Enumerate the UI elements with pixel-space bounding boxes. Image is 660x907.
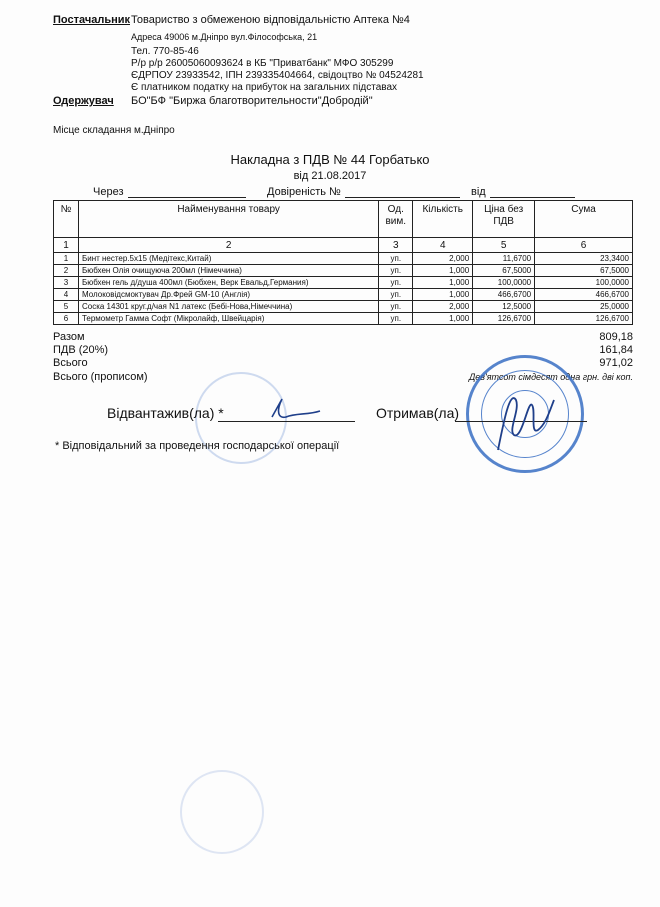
total-in-words: Дев'ятсот сімдесят одна грн. дві коп. — [468, 372, 633, 382]
supplier-phone: Тел. 770-85-46 — [131, 46, 199, 57]
received-by-label: Отримав(ла) — [376, 405, 460, 421]
header-name: Найменування товару — [78, 201, 378, 238]
document-date: від 21.08.2017 — [293, 170, 367, 182]
vat-label: ПДВ (20%) — [53, 344, 109, 356]
row-price: 67,5000 — [473, 265, 535, 277]
via-line — [128, 197, 246, 198]
vat-value: 161,84 — [599, 344, 633, 356]
row-unit: уп. — [379, 313, 413, 325]
row-quantity: 1,000 — [413, 277, 473, 289]
row-sum: 25,0000 — [535, 301, 633, 313]
proxy-line — [345, 197, 460, 198]
header-sum: Сума — [535, 201, 633, 238]
row-unit: уп. — [379, 253, 413, 265]
total-in-words-label: Всього (прописом) — [53, 371, 148, 383]
row-number: 4 — [54, 289, 79, 301]
row-sum: 100,0000 — [535, 277, 633, 289]
table-row — [54, 301, 633, 313]
col-num: 1 — [54, 238, 79, 253]
subtotal-value: 809,18 — [599, 331, 633, 343]
table-row — [54, 253, 633, 265]
row-quantity: 2,000 — [413, 301, 473, 313]
supplier-address: Адреса 49006 м.Дніпро вул.Філософська, 21 — [131, 32, 318, 42]
row-sum: 67,5000 — [535, 265, 633, 277]
table-row — [54, 265, 633, 277]
row-number: 1 — [54, 253, 79, 265]
row-unit: уп. — [379, 301, 413, 313]
row-sum: 23,3400 — [535, 253, 633, 265]
subtotal-label: Разом — [53, 331, 85, 343]
row-product-name: Бюбхен Олія очищуюча 200мл (Німеччина) — [78, 265, 378, 277]
row-price: 126,6700 — [473, 313, 535, 325]
row-number: 6 — [54, 313, 79, 325]
column-number-row — [54, 238, 633, 253]
col-num: 6 — [535, 238, 633, 253]
table-row — [54, 277, 633, 289]
row-unit: уп. — [379, 277, 413, 289]
recipient-label: Одержувач — [53, 95, 114, 107]
supplier-label: Постачальник — [53, 14, 130, 26]
row-price: 12,5000 — [473, 301, 535, 313]
items-table — [53, 200, 633, 325]
footnote: * Відповідальний за проведення господарської операції — [55, 440, 340, 452]
document-title: Накладна з ПДВ № 44 Горбатько — [230, 152, 430, 167]
recipient-signature — [490, 380, 560, 460]
table-row — [54, 289, 633, 301]
table-header-row — [54, 201, 633, 238]
row-quantity: 1,000 — [413, 289, 473, 301]
total-label: Всього — [53, 357, 88, 369]
row-product-name: Бинт нестер.5х15 (Медітекс,Китай) — [78, 253, 378, 265]
row-product-name: Соска 14301 круг.д/чая N1 латекс (Бебі-Нова,Німеччина) — [78, 301, 378, 313]
place-of-issue: Місце складання м.Дніпро — [53, 125, 175, 136]
row-number: 3 — [54, 277, 79, 289]
row-product-name: Молоковідсмоктувач Др.Фрей GM-10 (Англія) — [78, 289, 378, 301]
header-unit: Од. вим. — [379, 201, 413, 238]
row-number: 2 — [54, 265, 79, 277]
supplier-account: Р/р р/р 26005060093624 в КБ "Приватбанк" МФО 305299 — [131, 58, 394, 69]
header-no: № — [54, 201, 79, 238]
row-price: 11,6700 — [473, 253, 535, 265]
row-unit: уп. — [379, 289, 413, 301]
row-quantity: 2,000 — [413, 253, 473, 265]
faded-stamp-lower — [180, 770, 264, 854]
col-num: 4 — [413, 238, 473, 253]
row-sum: 466,6700 — [535, 289, 633, 301]
proxy-date-label: від — [471, 186, 486, 198]
shipper-signature — [268, 395, 328, 425]
row-product-name: Термометр Гамма Софт (Мікролайф, Швейцарія) — [78, 313, 378, 325]
col-num: 3 — [379, 238, 413, 253]
row-price: 466,6700 — [473, 289, 535, 301]
shipped-by-label: Відвантажив(ла) * — [107, 405, 224, 421]
proxy-label: Довіреність № — [267, 186, 341, 198]
total-value: 971,02 — [599, 357, 633, 369]
row-quantity: 1,000 — [413, 265, 473, 277]
table-row — [54, 313, 633, 325]
supplier-name: Товариство з обмеженою відповідальністю Аптека №4 — [131, 14, 410, 26]
recipient-name: БО"БФ "Биржа благотворительности"Добродій" — [131, 95, 373, 107]
col-num: 5 — [473, 238, 535, 253]
supplier-tax-status: Є платником податку на прибуток на загальних підставах — [131, 82, 398, 93]
header-price: Ціна без ПДВ — [473, 201, 535, 238]
header-qty: Кількість — [413, 201, 473, 238]
row-unit: уп. — [379, 265, 413, 277]
row-sum: 126,6700 — [535, 313, 633, 325]
row-quantity: 1,000 — [413, 313, 473, 325]
proxy-date-line — [490, 197, 575, 198]
row-product-name: Бюбхен гель д/душа 400мл (Бюбхен, Верк Евальд,Германия) — [78, 277, 378, 289]
col-num: 2 — [78, 238, 378, 253]
row-number: 5 — [54, 301, 79, 313]
row-price: 100,0000 — [473, 277, 535, 289]
supplier-codes: ЄДРПОУ 23933542, ІПН 239335404664, свідоцтво № 04524281 — [131, 70, 424, 81]
via-label: Через — [93, 186, 124, 198]
